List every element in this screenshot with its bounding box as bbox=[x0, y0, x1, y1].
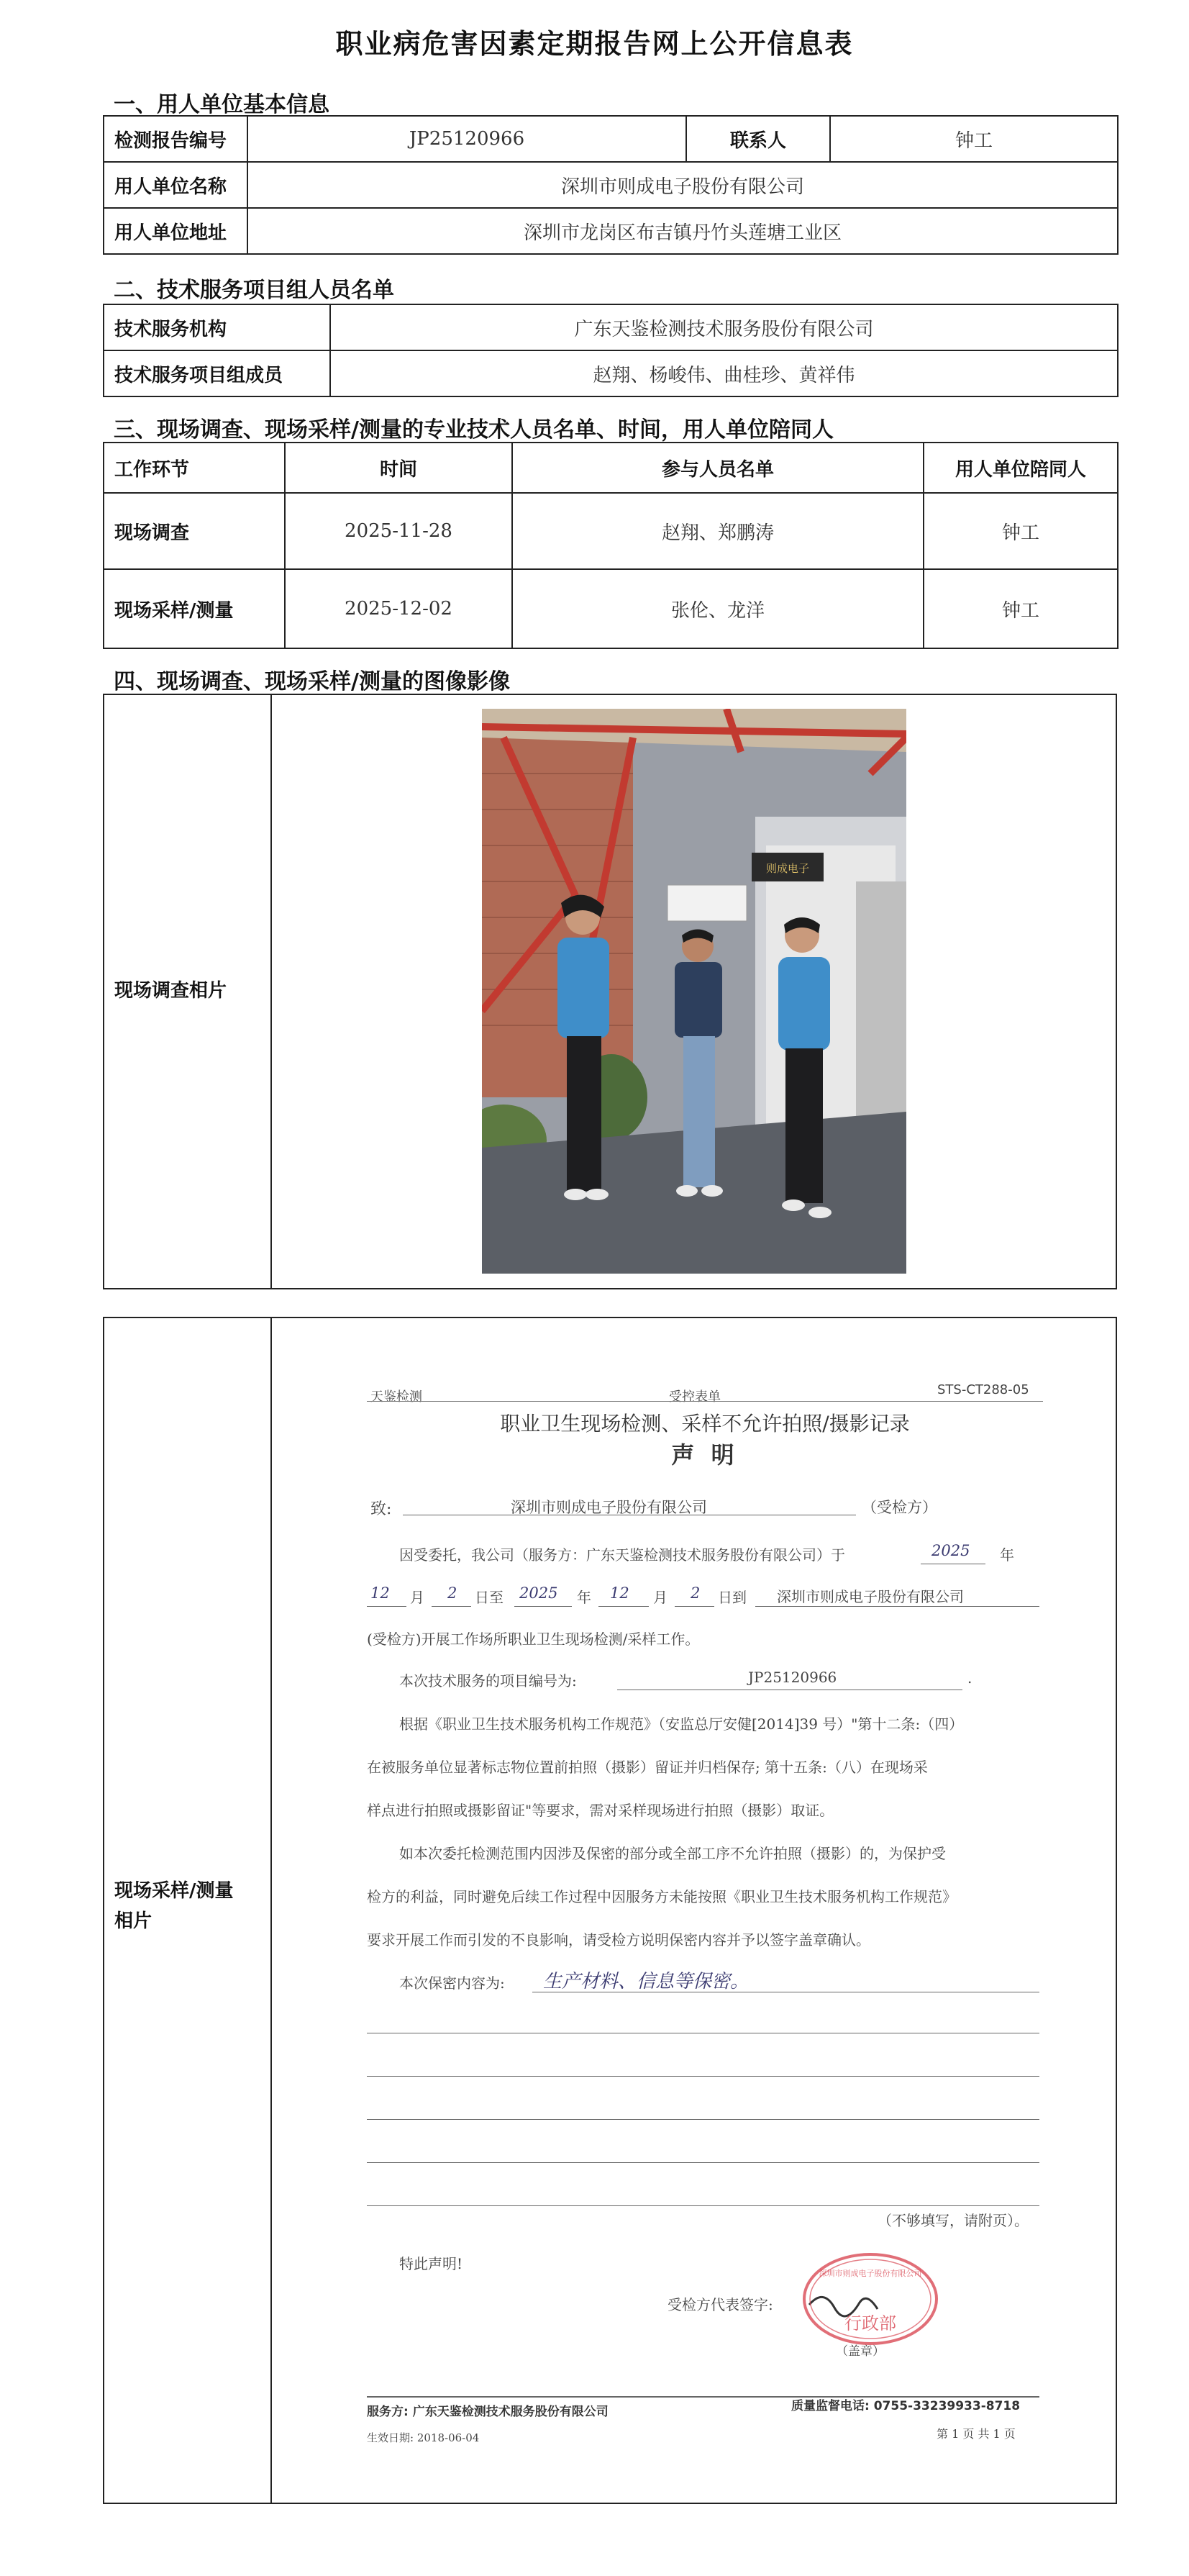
form-declare: 特此声明! bbox=[399, 2255, 463, 2272]
form-title: 职业卫生现场检测、采样不允许拍照/摄影记录 bbox=[500, 1412, 910, 1436]
form-to-value: 深圳市则成电子股份有限公司 bbox=[511, 1499, 707, 1516]
report-no-label: 检测报告编号 bbox=[104, 116, 247, 162]
contact-label: 联系人 bbox=[686, 116, 830, 162]
form-month2: 12 bbox=[610, 1584, 629, 1602]
section-heading-schedule: 三、现场调查、现场采样/测量的专业技术人员名单、时间，用人单位陪同人 bbox=[114, 417, 834, 443]
form-p3-line3: 样点进行拍照或摄影留证"等要求，需对采样现场进行拍照（摄影）取证。 bbox=[367, 1802, 834, 1819]
form-footer-phone: 质量监督电话: 0755-33239933-8718 bbox=[791, 2399, 1021, 2413]
page-title: 职业病危害因素定期报告网上公开信息表 bbox=[335, 28, 854, 60]
form-subtitle: 声 明 bbox=[671, 1441, 739, 1469]
form-secret-value: 生产材料、信息等保密。 bbox=[543, 1971, 750, 1992]
form-p1-tail: (受检方)开展工作场所职业卫生现场检测/采样工作。 bbox=[367, 1631, 700, 1648]
staff-cell: 赵翔、郑鹏涛 bbox=[512, 493, 924, 569]
stage-cell: 现场采样/测量 bbox=[104, 569, 285, 648]
form-day1: 2 bbox=[447, 1584, 457, 1602]
form-month-unit-1: 月 bbox=[410, 1589, 424, 1606]
sampling-photo-label-line2: 相片 bbox=[114, 1910, 152, 1932]
staff-cell: 张伦、龙洋 bbox=[512, 569, 924, 648]
sampling-photo-label-line1: 现场采样/测量 bbox=[114, 1880, 234, 1902]
schedule-header-companion: 用人单位陪同人 bbox=[924, 443, 1118, 493]
form-year2: 2025 bbox=[519, 1584, 558, 1602]
form-site: 深圳市则成电子股份有限公司 bbox=[777, 1588, 964, 1605]
form-p1-lead: 因受委托，我公司（服务方：广东天鉴检测技术服务股份有限公司）于 bbox=[399, 1546, 845, 1564]
form-code: STS-CT288-05 bbox=[937, 1382, 1029, 1397]
form-not-enough-note: （不够填写，请附页）。 bbox=[878, 2212, 1029, 2229]
date-cell: 2025-11-28 bbox=[285, 493, 512, 569]
employer-name-value: 深圳市则成电子股份有限公司 bbox=[247, 162, 1118, 208]
form-year-unit-2: 年 bbox=[577, 1589, 591, 1606]
stamp-company-text: 深圳市则成电子股份有限公司 bbox=[819, 2269, 922, 2278]
form-year-unit: 年 bbox=[1000, 1546, 1014, 1564]
contact-value: 钟工 bbox=[830, 116, 1118, 162]
form-day-to: 日至 bbox=[475, 1589, 504, 1606]
form-project-no: JP25120966 bbox=[748, 1669, 837, 1686]
form-seal-note: （盖章） bbox=[836, 2344, 885, 2359]
form-sign-label: 受检方代表签字: bbox=[668, 2296, 773, 2313]
table-row bbox=[104, 569, 1118, 648]
schedule-header-stage: 工作环节 bbox=[104, 443, 285, 493]
form-to-suffix: （受检方） bbox=[862, 1499, 937, 1516]
site-survey-photo bbox=[482, 709, 906, 1274]
schedule-header-staff: 参与人员名单 bbox=[512, 443, 924, 493]
team-members-value: 赵翔、杨峻伟、曲桂珍、黄祥伟 bbox=[330, 350, 1118, 396]
employer-address-label: 用人单位地址 bbox=[104, 208, 247, 254]
team-members-label: 技术服务项目组成员 bbox=[104, 350, 330, 396]
form-footer-date: 生效日期: 2018-06-04 bbox=[367, 2431, 480, 2444]
photo-sign-company: 则成电子 bbox=[765, 862, 810, 875]
no-photo-declaration-form: 天鉴检测 受控表单 STS-CT288-05 职业卫生现场检测、采样不允许拍照/摄影记录 声 明 致: 深圳市则成电子股份有限公司 （受检方） 因受委托，我公司（服务方：广东天鉴检测技术服务股份有限公司）于 2025 年 12 月 2 日至 2025 年 12 月 2 日到 深圳市则成电子股份有限公司 (受检方)开展工作场所职业卫生现场检测/采样工作。 本次技术服务的项目编号为: JP25120966 . 根据《职业卫生技术服务机构工作规范》（安监总厅安健[2014]39 号）"第十二条:（四） 在被服务单位显著标志物位置前拍照（摄影）留证并归档保存; 第十五条:（八）在现场采 样点进行拍照或摄影留证"等要求，需对采样现场进行拍照（摄影）取证。 如本次委托检测范围内因涉及保密的部分或全部工序不允许拍照（摄影）的，为保护受 检方的利益，同时避免后续工作过程中因服务方未能按照《职业卫生技术服务机构工作规范》 要求开展工作而引发的不良影响，请受检方说明保密内容并予以签字盖章确认。 本次保密内容为: 生产材料、信息等保密。 （不够填写，请附页）。 特此声明! 受检方代表签字: （盖章） 深圳市则成电子股份有限公司 行政部 服务方: 广东天鉴检测技术服务股份有限公司 质量监督电话: 0755-33239933-8718 生效日期: 2018-06-04 第 1 页 共 1 页 bbox=[367, 1371, 1043, 2450]
section-heading-employer: 一、用人单位基本信息 bbox=[114, 92, 329, 117]
stamp-dept-text: 行政部 bbox=[844, 2313, 896, 2334]
form-p3-line1: 根据《职业卫生技术服务机构工作规范》（安监总厅安健[2014]39 号）"第十二条:（四） bbox=[399, 1715, 964, 1733]
form-month1: 12 bbox=[370, 1584, 390, 1602]
section-heading-images: 四、现场调查、现场采样/测量的图像影像 bbox=[114, 669, 510, 694]
schedule-table bbox=[103, 442, 1119, 649]
schedule-header-date: 时间 bbox=[285, 443, 512, 493]
form-footer-service: 服务方: 广东天鉴检测技术服务股份有限公司 bbox=[367, 2405, 609, 2419]
form-p4-line3: 要求开展工作而引发的不良影响，请受检方说明保密内容并予以签字盖章确认。 bbox=[367, 1931, 870, 1949]
form-day2: 2 bbox=[691, 1584, 701, 1602]
stage-cell: 现场调查 bbox=[104, 493, 285, 569]
form-footer-page: 第 1 页 共 1 页 bbox=[937, 2427, 1016, 2441]
table-row bbox=[104, 493, 1118, 569]
section-heading-service: 二、技术服务项目组人员名单 bbox=[114, 278, 394, 303]
companion-cell: 钟工 bbox=[924, 569, 1118, 648]
survey-photo-label: 现场调查相片 bbox=[114, 980, 227, 1002]
form-p4-line2: 检方的利益，同时避免后续工作过程中因服务方未能按照《职业卫生技术服务机构工作规范》 bbox=[367, 1888, 957, 1905]
form-header-mid: 受控表单 bbox=[669, 1389, 721, 1405]
form-year1: 2025 bbox=[931, 1542, 970, 1559]
form-secret-label: 本次保密内容为: bbox=[399, 1974, 505, 1992]
employer-address-value: 深圳市龙岗区布吉镇丹竹头莲塘工业区 bbox=[247, 208, 1118, 254]
form-to-label: 致: bbox=[370, 1500, 392, 1518]
company-seal-stamp bbox=[798, 2249, 942, 2349]
form-day-at: 日到 bbox=[718, 1589, 747, 1606]
employer-info-table bbox=[103, 115, 1119, 255]
form-header-left: 天鉴检测 bbox=[370, 1389, 422, 1405]
date-cell: 2025-12-02 bbox=[285, 569, 512, 648]
form-p4-line1: 如本次委托检测范围内因涉及保密的部分或全部工序不允许拍照（摄影）的，为保护受 bbox=[399, 1845, 946, 1862]
report-no-value: JP25120966 bbox=[247, 116, 686, 162]
form-p3-line2: 在被服务单位显著标志物位置前拍照（摄影）留证并归档保存; 第十五条:（八）在现场采 bbox=[367, 1759, 928, 1776]
service-org-value: 广东天鉴检测技术服务股份有限公司 bbox=[330, 304, 1118, 350]
form-project-label: 本次技术服务的项目编号为: bbox=[399, 1672, 577, 1690]
service-team-table bbox=[103, 304, 1119, 397]
companion-cell: 钟工 bbox=[924, 493, 1118, 569]
employer-name-label: 用人单位名称 bbox=[104, 162, 247, 208]
form-month-unit-2: 月 bbox=[653, 1589, 668, 1606]
service-org-label: 技术服务机构 bbox=[104, 304, 330, 350]
